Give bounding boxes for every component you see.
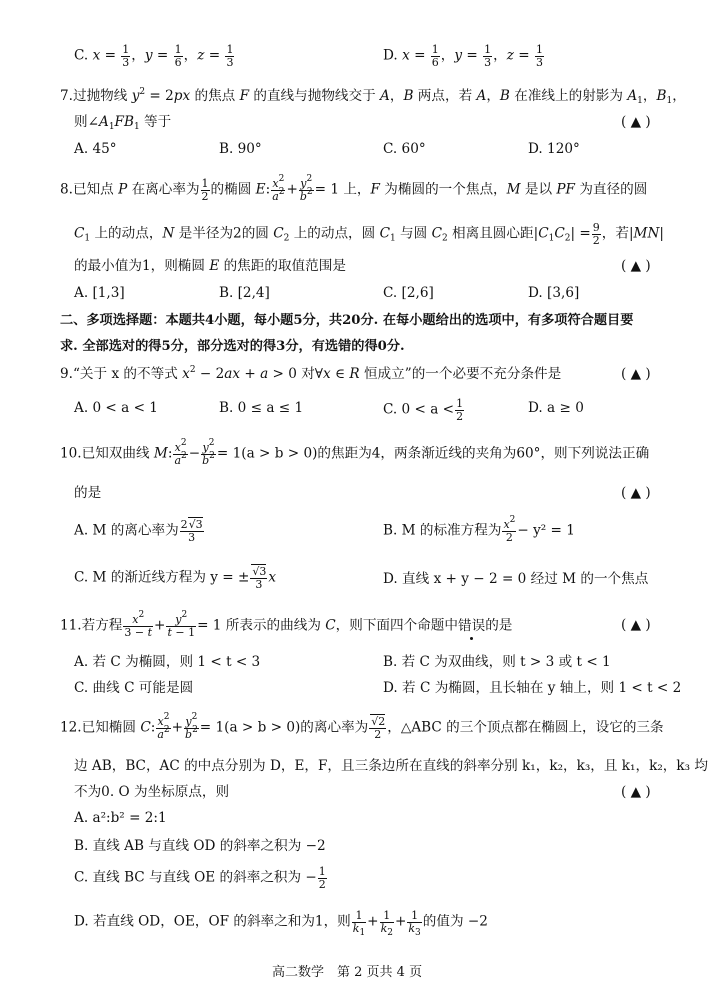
q8-option-d: D. [3,6] bbox=[528, 285, 580, 301]
q8-stem-line2: $C_1$ 上的动点，N 是半径为2的圆 $C_2$ 上的动点，圆 $C_1$ 与圆 $C_2$ 相离且圆心距$|C_1C_2|$ = $\frac{9}{2}$ ，若|MN| bbox=[74, 221, 664, 247]
q8-option-b: B. [2,4] bbox=[219, 285, 270, 301]
q11-option-c: C. 曲线 C 可能是圆 bbox=[74, 680, 194, 696]
page-footer: 高二数学 第 2 页共 4 页 bbox=[272, 965, 423, 980]
q8-stem-line1: 8.已知点 P 在离心率为 $\frac{1}{2}$ 的椭圆 E: $\frac{x^2}{a^2}$ + $\frac{y^2}{b^2}$ = 1 上，F 为椭圆的一个焦点，M 是以 PF 为直径的圆 bbox=[60, 174, 648, 203]
q11-answer-mark: ( ▲ ) bbox=[621, 617, 651, 633]
q6-option-d: D. x = $\frac{1}{6}$ ，y = $\frac{1}{3}$ ，z = $\frac{1}{3}$ bbox=[383, 43, 543, 69]
q8-stem-line3: 的最小值为1，则椭圆 E 的焦距的取值范围是 bbox=[74, 258, 346, 274]
q8-answer-mark: ( ▲ ) bbox=[621, 258, 651, 274]
q12-stem-line2: 边 AB，BC，AC 的中点分别为 D，E，F，且三条边所在直线的斜率分别 k₁，k₂，k₃，且 k₁，k₂，k₃ 均 bbox=[74, 758, 708, 774]
q12-option-b: B. 直线 AB 与直线 OD 的斜率之积为 −2 bbox=[74, 838, 326, 854]
section2-heading-line2: 求. 全部选对的得5分，部分选对的得3分，有选错的得0分. bbox=[60, 339, 405, 354]
q7-stem-line2: 则$\angle A_1FB_1$ 等于 bbox=[74, 114, 172, 132]
q7-option-b: B. 90° bbox=[219, 141, 262, 157]
q11-option-a: A. 若 C 为椭圆，则 1 < t < 3 bbox=[74, 654, 261, 670]
q11-stem: 11.若方程 $\frac{x^2}{3 - t}$ + $\frac{y^2}{t - 1}$ = 1 所表示的曲线为 C，则下面四个命题中错误的是 bbox=[60, 610, 513, 639]
q12-stem-line1: 12.已知椭圆 C: $\frac{x^2}{a^2}$ + $\frac{y^2}{b^2}$ = 1(a > b > 0)的离心率为 $\frac{√2}{2}$ ，△ABC 的三个顶点都在椭圆上，设它的三条 bbox=[60, 712, 664, 741]
q10-stem-line2: 的是 bbox=[74, 485, 102, 501]
q9-option-c: C. 0 < a < $\frac{1}{2}$ bbox=[383, 397, 464, 423]
q12-option-d: D. 若直线 OD，OE，OF 的斜率之和为1，则 $\frac{1}{k_1}$ + $\frac{1}{k_2}$ + $\frac{1}{k_3}$ 的值为 −2 bbox=[74, 909, 488, 938]
q11-option-b: B. 若 C 为双曲线，则 t > 3 或 t < 1 bbox=[383, 654, 611, 670]
q12-answer-mark: ( ▲ ) bbox=[621, 784, 651, 800]
q7-option-c: C. 60° bbox=[383, 141, 426, 157]
q8-option-c: C. [2,6] bbox=[383, 285, 434, 301]
q9-option-d: D. a ≥ 0 bbox=[528, 400, 584, 416]
q7-stem-line1: 7.过抛物线 $y^2 = 2px$ 的焦点 F 的直线与抛物线交于 A，B 两点，若 A，B 在准线上的射影为 $A_1$，$B_1$， bbox=[60, 87, 686, 106]
q9-option-a: A. 0 < a < 1 bbox=[74, 400, 158, 416]
q10-answer-mark: ( ▲ ) bbox=[621, 485, 651, 501]
q6-option-c: C. x = $\frac{1}{3}$ ，y = $\frac{1}{6}$ ，z = $\frac{1}{3}$ bbox=[74, 43, 234, 69]
q9-option-b: B. 0 ≤ a ≤ 1 bbox=[219, 400, 304, 416]
q8-option-a: A. [1,3] bbox=[74, 285, 125, 301]
q9-answer-mark: ( ▲ ) bbox=[621, 366, 651, 382]
q10-option-b: B. M 的标准方程为 $\frac{x^2}{2}$ − y² = 1 bbox=[383, 515, 575, 544]
q10-option-d: D. 直线 x + y − 2 = 0 经过 M 的一个焦点 bbox=[383, 571, 649, 587]
q10-option-a: A. M 的离心率为 $\frac{2√3}{3}$ bbox=[74, 518, 203, 544]
q7-answer-mark: ( ▲ ) bbox=[621, 114, 651, 130]
q7-option-d: D. 120° bbox=[528, 141, 580, 157]
q12-stem-line3: 不为0. O 为坐标原点，则 bbox=[74, 784, 230, 800]
q12-option-a: A. a²:b² = 2:1 bbox=[74, 810, 167, 826]
q11-option-d: D. 若 C 为椭圆，且长轴在 y 轴上，则 1 < t < 2 bbox=[383, 680, 682, 696]
q10-stem-line1: 10.已知双曲线 M: $\frac{x^2}{a^2}$ − $\frac{y^2}{b^2}$ = 1(a > b > 0)的焦距为4，两条渐近线的夹角为60°，则下列说法正确 bbox=[60, 438, 650, 467]
q7-option-a: A. 45° bbox=[74, 141, 117, 157]
q9-stem: 9.“关于 x 的不等式 $x^2 - 2ax + a > 0$ 对∀x ∈ R 恒成立”的一个必要不充分条件是 bbox=[60, 365, 562, 382]
section2-heading-line1: 二、多项选择题：本题共4小题，每小题5分，共20分. 在每小题给出的选项中，有多项符合题目要 bbox=[60, 313, 634, 328]
q10-option-c: C. M 的渐近线方程为 y = ± $\frac{√3}{3}$ x bbox=[74, 565, 277, 591]
q12-option-c: C. 直线 BC 与直线 OE 的斜率之积为 − $\frac{1}{2}$ bbox=[74, 865, 326, 891]
